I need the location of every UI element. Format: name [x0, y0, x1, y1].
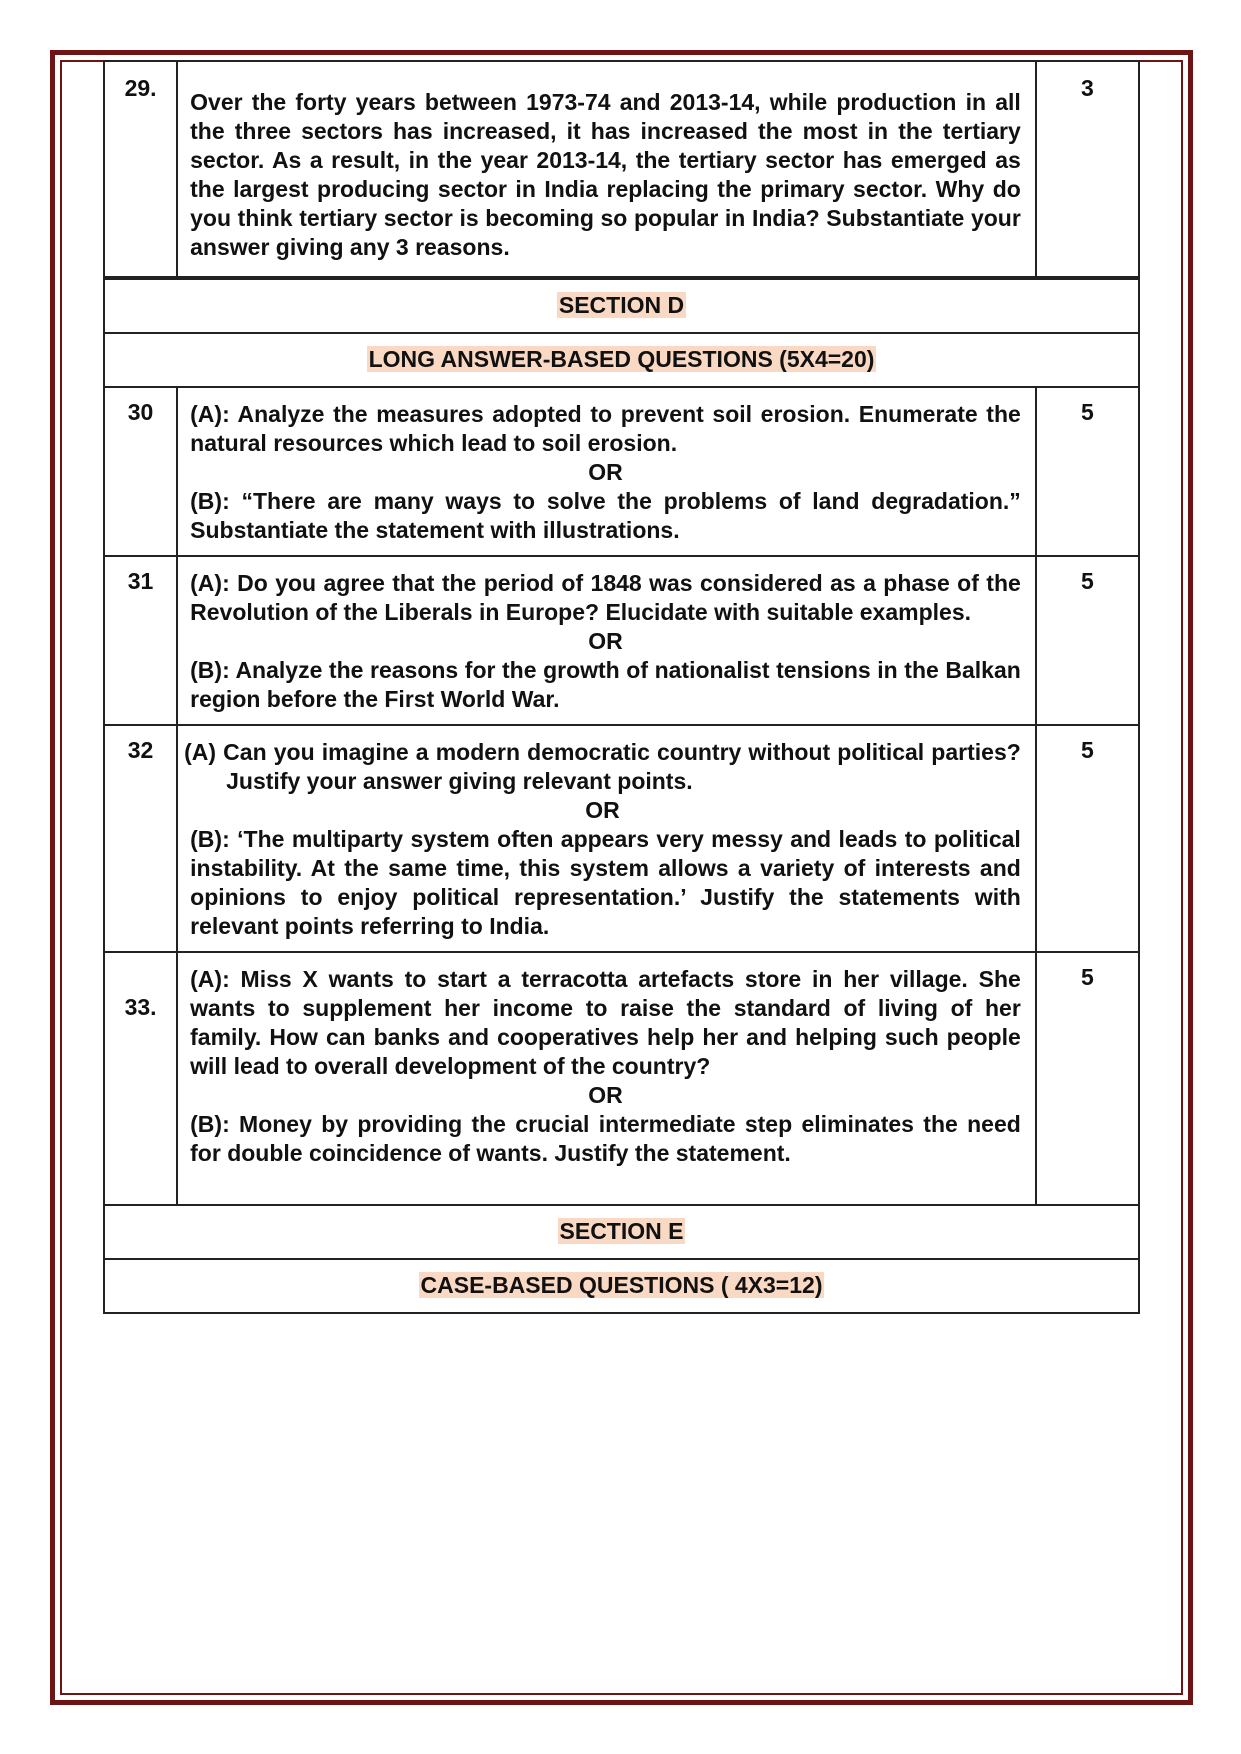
question-31-option-b: (B): Analyze the reasons for the growth of nationalist tensions in the Balkan region before the First World War.: [190, 657, 1021, 712]
question-30-option-a: (A): Analyze the measures adopted to prevent soil erosion. Enumerate the natural resources which lead to soil erosion.: [190, 401, 1021, 456]
question-text: [177, 556, 1036, 725]
question-30-option-b: (B): “There are many ways to solve the problems of land degradation.” Substantiate the statement with illustrations.: [190, 488, 1021, 543]
question-table: [103, 60, 1140, 1314]
section-e-title-row: [104, 1205, 1139, 1259]
question-32-option-a: (A) Can you imagine a modern democratic country without political parties? Justify your answer giving relevant points.: [184, 739, 1021, 794]
question-text: [177, 952, 1036, 1205]
question-row-31: [104, 556, 1139, 725]
question-marks: 5: [1036, 387, 1139, 556]
or-separator: OR: [588, 459, 623, 485]
question-number: 31: [104, 556, 177, 725]
or-separator: OR: [588, 1082, 623, 1108]
question-text: [177, 725, 1036, 952]
section-e-subtitle: CASE-BASED QUESTIONS ( 4X3=12): [420, 1272, 823, 1298]
section-d-subtitle-row: [104, 333, 1139, 387]
question-32-option-b: (B): ‘The multiparty system often appears very messy and leads to political instability. At the same time, this system allows a variety of interests and opinions to enjoy political representation.’ Justify the statements with relevant points referring to India.: [190, 826, 1021, 939]
question-marks: 3: [1036, 61, 1139, 278]
question-marks: 5: [1036, 556, 1139, 725]
section-e-title: SECTION E: [559, 1218, 684, 1244]
question-31-option-a: (A): Do you agree that the period of 1848 was considered as a phase of the Revolution of the Liberals in Europe? Elucidate with suitable examples.: [190, 570, 1021, 625]
question-row-30: [104, 387, 1139, 556]
question-marks: 5: [1036, 725, 1139, 952]
question-29-text: Over the forty years between 1973-74 and 2013-14, while production in all the three sectors has increased, it has increased the most in the tertiary sector. As a result, in the year 2013-14, the tertiary sector has emerged as the largest producing sector in India replacing the primary sector. Why do you think tertiary sector is becoming so popular in India? Substantiate your answer giving any 3 reasons.: [190, 89, 1021, 260]
or-separator: OR: [588, 628, 623, 654]
or-separator: OR: [585, 797, 620, 823]
question-row-29: [104, 61, 1139, 278]
question-number: 29.: [104, 61, 177, 278]
question-row-32: [104, 725, 1139, 952]
section-e-subtitle-row: [104, 1259, 1139, 1313]
question-33-option-a: (A): Miss X wants to start a terracotta artefacts store in her village. She wants to supplement her income to raise the standard of living of her family. How can banks and cooperatives help her and helping such people will lead to overall development of the country?: [190, 966, 1021, 1079]
question-number: 30: [104, 387, 177, 556]
section-d-title-row: [104, 278, 1139, 333]
question-text: [177, 61, 1036, 278]
question-marks: 5: [1036, 952, 1139, 1205]
section-d-title: SECTION D: [558, 292, 685, 318]
question-text: [177, 387, 1036, 556]
question-number: 33.: [104, 952, 177, 1205]
question-number: 32: [104, 725, 177, 952]
question-33-option-b: (B): Money by providing the crucial intermediate step eliminates the need for double coincidence of wants. Justify the statement.: [190, 1111, 1021, 1166]
question-row-33: [104, 952, 1139, 1205]
section-d-subtitle: LONG ANSWER-BASED QUESTIONS (5X4=20): [368, 346, 875, 372]
